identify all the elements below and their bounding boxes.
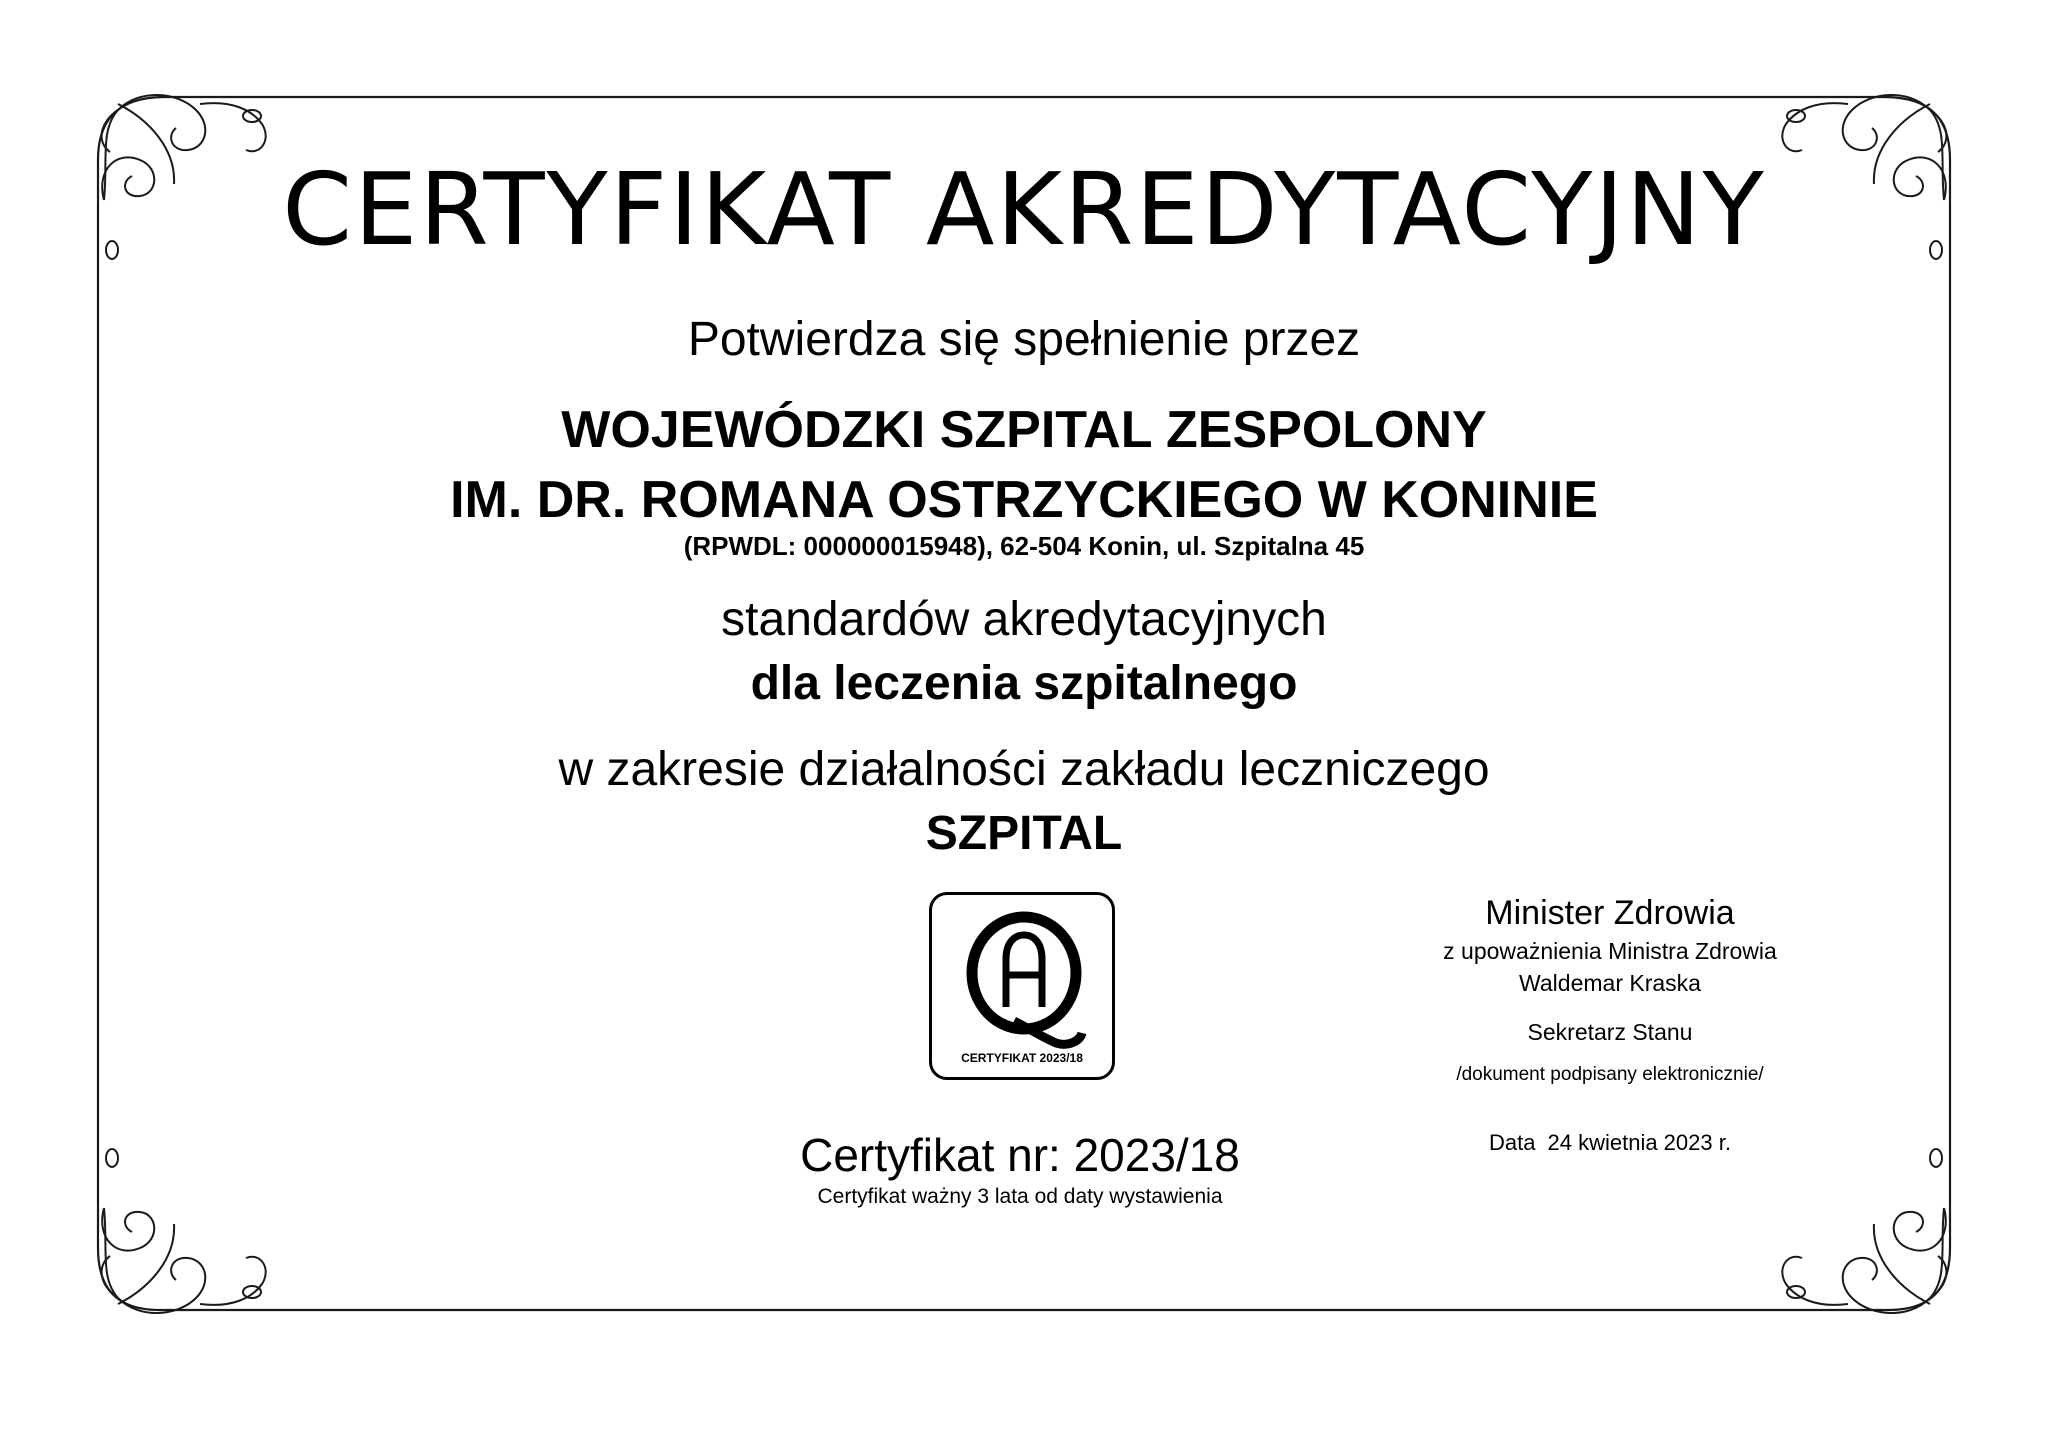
electronic-signature-note: /dokument podpisany elektronicznie/: [1456, 1064, 1764, 1085]
signatory-authorization: z upoważnienia Ministra Zdrowia: [1443, 938, 1777, 964]
logo-caption: CERTYFIKAT 2023/18: [961, 1051, 1083, 1065]
scope-text: w zakresie działalności zakładu leczniczego: [558, 743, 1490, 796]
intro-text: Potwierdza się spełnienie przez: [687, 313, 1361, 366]
certificate-number: Certyfikat nr: 2023/18: [800, 1129, 1240, 1181]
organization-address: (RPWDL: 000000015948), 62-504 Konin, ul. Szpitalna 45: [683, 531, 1365, 561]
standards-text: standardów akredytacyjnych: [721, 593, 1327, 646]
quality-accreditation-qh-icon: [960, 909, 1090, 1049]
accreditation-logo: [929, 892, 1115, 1080]
signatory-name: Waldemar Kraska: [1519, 970, 1701, 996]
corner-ornament-bottom-left: [102, 1149, 266, 1313]
corner-ornament-bottom-right: [1782, 1149, 1946, 1313]
issue-date-label: Data: [1489, 1130, 1536, 1155]
standards-type: dla leczenia szpitalnego: [750, 657, 1298, 710]
organization-name-line-1: WOJEWÓDZKI SZPITAL ZESPOLONY: [561, 401, 1487, 459]
organization-name-line-2: IM. DR. ROMANA OSTRZYCKIEGO W KONINIE: [450, 471, 1598, 529]
certificate-title: CERTYFIKAT AKREDYTACYJNY: [282, 151, 1766, 268]
signatory-title: Minister Zdrowia: [1485, 894, 1735, 932]
signatory-role: Sekretarz Stanu: [1527, 1019, 1693, 1045]
issue-date: [1350, 1128, 1870, 1158]
issue-date-value: 24 kwietnia 2023 r.: [1547, 1130, 1731, 1155]
scope-type: SZPITAL: [925, 807, 1123, 860]
certificate-validity: Certyfikat ważny 3 lata od daty wystawienia: [817, 1185, 1223, 1208]
